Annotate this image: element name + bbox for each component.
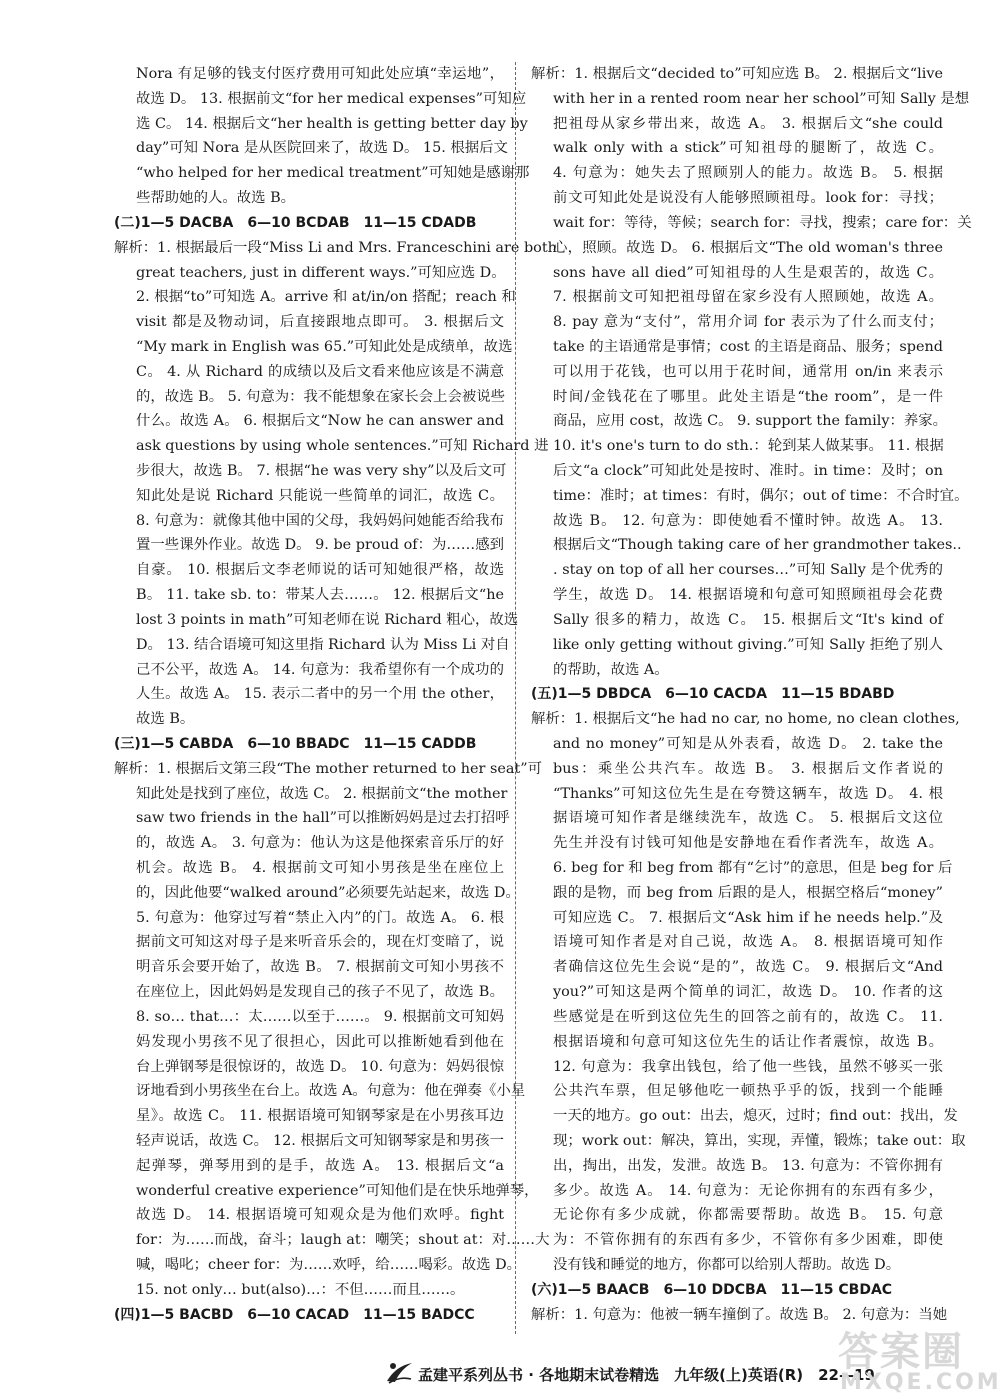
text-line: 轻声说话，故选 C。 12. 根据后文可知钢琴家是和男孩一 xyxy=(136,1132,504,1149)
text-line: 知此处是说 Richard 只能说一些简单的词汇，故选 C。 xyxy=(136,487,504,504)
text-line: C。 4. 从 Richard 的成绩以及后文看来他应该是不满意 xyxy=(136,363,504,380)
watermark xyxy=(810,1318,1000,1397)
text-line: 5. 句意为：他穿过写着“禁止入内”的门。故选 A。 6. 根 xyxy=(136,909,504,926)
section-answer-key: (四)1—5 BACBD 6—10 CACAD 11—15 BADCC xyxy=(114,1306,475,1323)
text-line: 机会。故选 B。 4. 根据前文可知小男孩是坐在座位上 xyxy=(136,860,504,876)
text-line: “My mark in English was 65.”可知此处是成绩单，故选 xyxy=(136,338,513,355)
text-line: 为：不管你拥有的东西有多少，不管你有多少困难，即使 xyxy=(553,1232,943,1249)
text-line: . stay on top of all her courses…”可知 Sally 是个优秀的 xyxy=(553,562,943,579)
explanation-start: 解析：1. 根据后文“decided to”可知应选 B。 2. 根据后文“live xyxy=(531,66,943,82)
text-line: 的，故选 A。 3. 句意为：他认为这是他探索音乐厅的好 xyxy=(136,835,504,852)
series-logo-icon xyxy=(383,1357,415,1391)
watermark-main: 答案圈 xyxy=(838,1329,964,1375)
text-line: 据语境可知作者是继续洗车，故选 C。 5. 根据后文这位 xyxy=(553,810,943,827)
text-line: 人生。故选 A。 15. 表示二者中的另一个用 the other， xyxy=(136,686,504,703)
text-line: 跟的是物，而 beg from 后跟的是人，根据空格后“money” xyxy=(553,884,943,901)
text-line: 可知应选 C。 7. 根据后文“Ask him if he needs help.”及 xyxy=(553,909,943,926)
section-answer-key: (二)1—5 DACBA 6—10 BCDAB 11—15 CDADB xyxy=(114,214,477,231)
text-line: 2. 根据“to”可知选 A。arrive 和 at/in/on 搭配；reach 和 xyxy=(136,289,516,306)
text-line: 起弹琴，弹琴用到的是手，故选 A。 13. 根据后文“a xyxy=(136,1157,504,1174)
text-line: take 的主语通常是事情；cost 的主语是商品、服务；spend xyxy=(553,338,943,355)
text-line: 台上弹钢琴是很惊讶的，故选 D。 10. 句意为：妈妈很惊 xyxy=(136,1058,504,1075)
text-line: 故选 B。 12. 句意为：即使她看不懂时钟。故选 A。 13. xyxy=(553,512,943,529)
text-line: 公共汽车票，但足够他吃一顿热乎乎的饭，找到一个能睡 xyxy=(553,1083,943,1100)
text-line: 没有钱和睡觉的地方，你都可以给别人帮助。故选 D。 xyxy=(553,1257,901,1273)
text-line: 8. pay 意为“支付”，常用介词 for 表示为了什么而支付； xyxy=(553,314,943,331)
text-line: 15. not only… but(also)…：不但……而且……。 xyxy=(136,1281,465,1298)
text-line: 10. it's one's turn to do sth.：轮到某人做某事。 11. 根据 xyxy=(553,438,944,455)
text-line: 的，故选 B。 5. 句意为：我不能想象在家长会上会被说些 xyxy=(136,388,506,405)
text-line: 7. 根据前文可知把祖母留在家乡没有人照顾她，故选 A。 xyxy=(553,289,943,306)
text-line: Nora 有足够的钱支付医疗费用可知此处应填“幸运地”， xyxy=(136,66,504,82)
text-line: 故选 B。 xyxy=(136,711,195,728)
text-line: 学生，故选 D。 14. 根据语境和句意可知照顾祖母会花费 xyxy=(553,587,943,604)
right-column xyxy=(531,62,972,1327)
text-line: 星》。故选 C。 11. 根据语境可知钢琴家是在小男孩耳边 xyxy=(136,1108,504,1125)
text-line: 己不公平，故选 A。 14. 句意为：我希望你有一个成功的 xyxy=(136,661,504,678)
text-line: 12. 句意为：我拿出钱包，给了他一些钱，虽然不够买一张 xyxy=(553,1058,943,1075)
text-line: 现；work out：解决，算出，实现，弄懂，锻炼；take out：取 xyxy=(553,1132,966,1149)
explanation-start: 解析：1. 句意为：他被一辆车撞倒了。故选 B。 2. 句意为：当她 xyxy=(531,1306,948,1323)
text-line: 些帮助她的人。故选 B。 xyxy=(136,190,296,207)
text-line: 的，因此他要“walked around”必须要先站起来，故选 D。 xyxy=(136,884,520,901)
text-line: 8. so… that…：太……以至于……。 9. 根据前文可知妈 xyxy=(136,1008,504,1025)
text-line: 自豪。 10. 根据后文李老师说的话可知她很严格，故选 xyxy=(136,562,504,579)
text-line: 些感觉是在听到这位先生的回答之前有的，故选 C。 11. xyxy=(553,1008,943,1025)
text-line: day”可知 Nora 是从医院回来了，故选 D。 15. 根据后文 xyxy=(136,140,508,157)
text-line: 步很大，故选 B。 7. 根据“he was very shy”以及后文可 xyxy=(136,463,507,479)
text-line: 明音乐会要开始了，故选 B。 7. 根据前文可知小男孩不 xyxy=(136,959,504,976)
text-line: and no money”可知是从外表看，故选 D。 2. take the xyxy=(553,735,943,752)
text-line: 的帮助，故选 A。 xyxy=(553,661,669,678)
text-line: 根据语境和句意可知这位先生的话让作者震惊，故选 B。 xyxy=(553,1033,943,1050)
text-line: wait for：等待，等候；search for：寻找，搜索；care for：关 xyxy=(553,214,972,231)
text-line: time：准时；at times：有时，偶尔；out of time：不合时宜。 xyxy=(553,487,969,504)
text-line: 时间/金钱花在了哪里。此处主语是“the room”，是一件 xyxy=(553,388,943,405)
text-line: 故选 D。 14. 根据语境可知观众是为他们欢呼。fight xyxy=(136,1207,504,1224)
text-line: 根据后文“Though taking care of her grandmother takes.. xyxy=(553,537,962,554)
text-line: for：为……而战，奋斗；laugh at：嘲笑；shout at：对……大 xyxy=(136,1232,550,1249)
text-line: 商品，应用 cost，故选 C。 9. support the family：养家。 xyxy=(553,413,948,430)
explanation-start: 解析：1. 根据最后一段“Miss Li and Mrs. Franceschini are both xyxy=(114,239,557,256)
text-line: D。 13. 结合语境可知这里指 Richard 认为 Miss Li 对自 xyxy=(136,636,510,653)
text-line: 者确信这位先生会说“是的”，故选 C。 9. 根据后文“And xyxy=(553,959,943,976)
text-line: like only getting without giving.”可知 Sally 拒绝了别人 xyxy=(553,636,943,653)
text-line: bus：乘坐公共汽车。故选 B。 3. 根据后文作者说的 xyxy=(553,760,943,777)
text-line: 无论你有多少成就，你都需要帮助。故选 B。 15. 句意 xyxy=(553,1207,943,1224)
text-line: 8. 句意为：就像其他中国的父母，我妈妈问她能否给我布 xyxy=(136,512,504,529)
text-line: 6. beg for 和 beg from 都有“乞讨”的意思，但是 beg for 后 xyxy=(553,860,953,876)
text-line: ask questions by using whole sentences.”可知 Richard 进 xyxy=(136,438,549,455)
text-line: “Thanks”可知这位先生是在夸赞这辆车，故选 D。 4. 根 xyxy=(553,785,943,802)
text-line: B。 11. take sb. to：带某人去……。 12. 根据后文“he xyxy=(136,587,504,604)
text-line: wonderful creative experience”可知他们是在快乐地弹琴， xyxy=(136,1182,539,1199)
text-line: 故选 D。 13. 根据前文“for her medical expenses”可知应 xyxy=(136,90,527,107)
text-line: with her in a rented room near her school”可知 Sally 是想 xyxy=(553,90,970,107)
text-line: 据前文可知这对母子是来听音乐会的，现在灯变暗了，说 xyxy=(136,934,504,951)
text-line: 前文可知此处是说没有人能够照顾祖母。look for：寻找； xyxy=(553,190,943,207)
text-line: you?”可知这是两个简单的词汇，故选 D。 10. 作者的这 xyxy=(553,984,943,1001)
text-line: lost 3 points in math”可知老师在说 Richard 粗心，故选 xyxy=(136,611,519,628)
text-line: sons have all died”可知祖母的人生是艰苦的，故选 C。 xyxy=(553,264,943,281)
section-answer-key: (三)1—5 CABDA 6—10 BBADC 11—15 CADDB xyxy=(114,735,477,752)
text-line: 语境可知作者是对自己说，故选 A。 8. 根据语境可知作 xyxy=(553,934,943,951)
text-line: 置一些课外作业。故选 D。 9. be proud of：为……感到 xyxy=(136,537,504,554)
text-line: saw two friends in the hall”可以推断妈妈是过去打招呼 xyxy=(136,810,510,827)
text-line: “who helped for her medical treatment”可知她是感谢那 xyxy=(136,165,530,182)
section-answer-key: (六)1—5 BAACB 6—10 DDCBA 11—15 CBDAC xyxy=(531,1281,893,1298)
text-line: 什么。故选 A。 6. 根据后文“Now he can answer and xyxy=(136,413,504,430)
text-line: 可以用于花钱，也可以用于花时间，通常用 on/in 来表示 xyxy=(553,363,943,380)
text-line: 4. 句意为：她失去了照顾别人的能力。故选 B。 5. 根据 xyxy=(553,165,943,182)
text-line: 出，掏出，出发，发泄。故选 B。 13. 句意为：不管你拥有 xyxy=(553,1157,943,1174)
explanation-start: 解析：1. 根据后文第三段“The mother returned to her seat”可 xyxy=(114,760,543,777)
text-line: 妈发现小男孩不见了很担心，因此可以推断她看到他在 xyxy=(136,1033,504,1050)
text-line: 心，照顾。故选 D。 6. 根据后文“The old woman's three xyxy=(553,239,943,256)
text-line: 把祖母从家乡带出来，故选 A。 3. 根据后文“she could xyxy=(553,115,943,132)
text-line: 知此处是找到了座位，故选 C。 2. 根据前文“the mother xyxy=(136,785,508,802)
section-answer-key: (五)1—5 DBDCA 6—10 CACDA 11—15 BDABD xyxy=(531,686,895,703)
watermark-url: MXQE.COM xyxy=(840,1370,1002,1395)
text-line: 在座位上，因此妈妈是发现自己的孩子不见了，故选 B。 xyxy=(136,984,504,1001)
text-line: visit 都是及物动词，后直接跟地点即可。 3. 根据后文 xyxy=(136,314,504,331)
text-line: 后文“a clock”可知此处是按时、准时。in time：及时；on xyxy=(553,463,943,479)
text-line: 选 C。 14. 根据后文“her health is getting better day by xyxy=(136,115,528,132)
text-line: 一天的地方。go out：出去，熄灭，过时；find out：找出，发 xyxy=(553,1108,958,1125)
page-footer: 孟建平系列丛书 · 各地期末试卷精选 九年级(上)英语(R) 22—19 xyxy=(418,1366,875,1384)
text-line: walk only with a stick”可知祖母的腿断了，故选 C。 xyxy=(553,140,943,157)
text-line: 先生并没有讨钱可知他是安静地在看作者洗车，故选 A。 xyxy=(553,835,943,852)
text-line: Sally 很多的精力，故选 C。 15. 根据后文“It's kind of xyxy=(553,611,943,628)
text-line: 喊，喝叱；cheer for：为……欢呼，给……喝彩。故选 D。 xyxy=(136,1257,521,1273)
left-column xyxy=(114,62,557,1327)
text-line: great teachers, just in different ways.”可知应选 D。 xyxy=(136,264,506,281)
explanation-start: 解析：1. 根据后文“he had no car, no home, no clean clothes, xyxy=(531,711,960,728)
text-line: 讶地看到小男孩坐在台上。故选 A。句意为：他在弹奏《小星 xyxy=(136,1083,526,1100)
text-line: 多少。故选 A。 14. 句意为：无论你拥有的东西有多少， xyxy=(553,1182,943,1199)
